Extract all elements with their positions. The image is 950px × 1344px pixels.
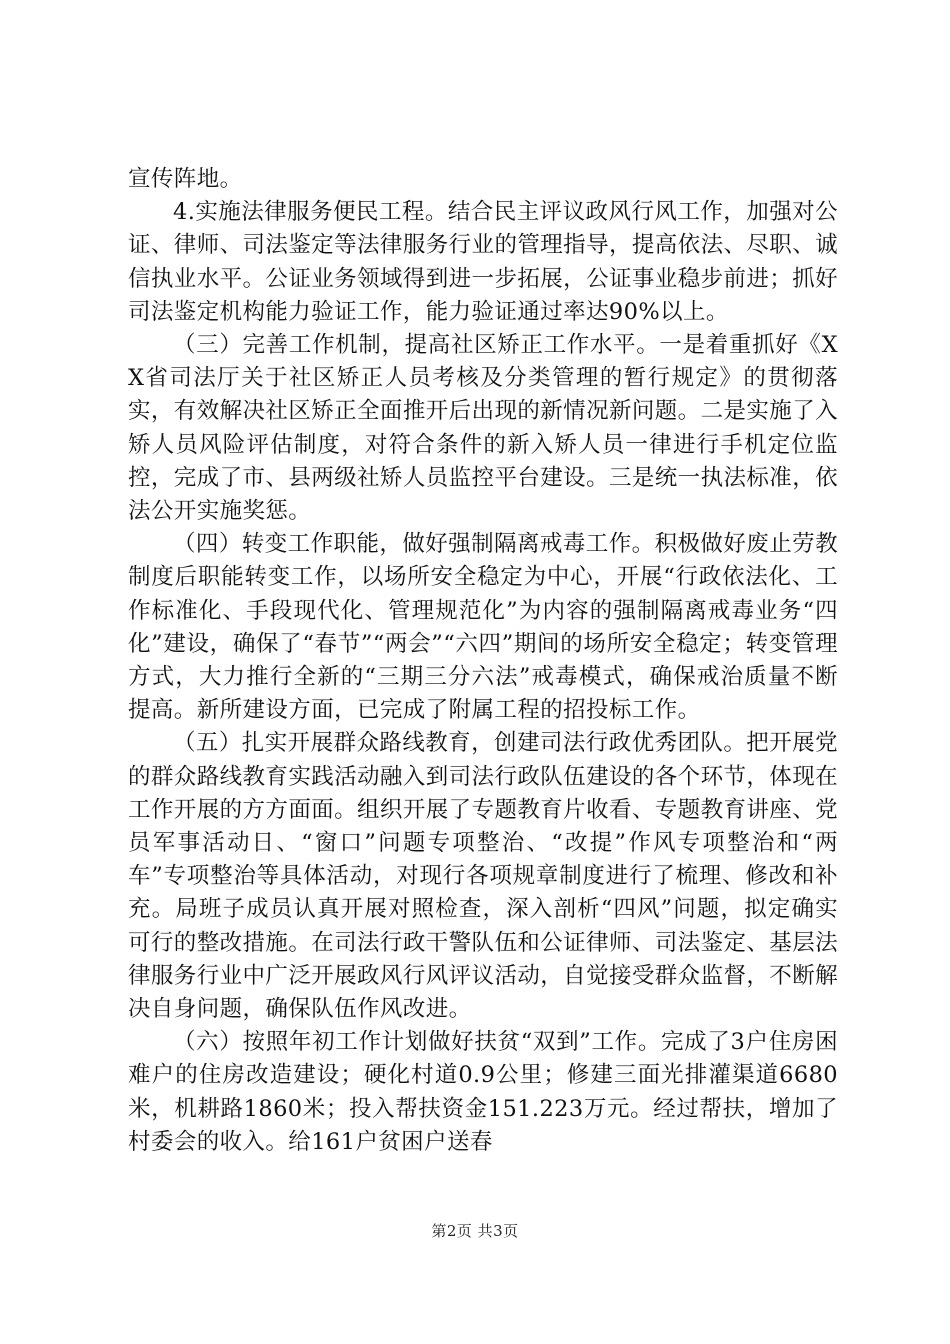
paragraph-0: 宣传阵地。 [128, 166, 243, 192]
document-body [128, 163, 838, 1159]
paragraph-5: （六）按照年初工作计划做好扶贫“双到”工作。完成了3户住房困难户的住房改造建设；硬化村道0.9公里；修建三面光排灌渠道6680米，机耕路1860米；投入帮扶资金151.223万元。经过帮扶，增加了村委会的收入。给161户贫困户送春 [128, 1029, 838, 1155]
paragraph-1: 4.实施法律服务便民工程。结合民主评议政风行风工作，加强对公证、律师、司法鉴定等法律服务行业的管理指导，提高依法、尽职、诚信执业水平。公证业务领域得到进一步拓展，公证事业稳步前进；抓好司法鉴定机构能力验证工作，能力验证通过率达90%以上。 [128, 199, 838, 325]
paragraph-3: （四）转变工作职能，做好强制隔离戒毒工作。积极做好废止劳教制度后职能转变工作，以场所安全稳定为中心，开展“行政依法化、工作标准化、手段现代化、管理规范化”为内容的强制隔离戒毒业务“四化”建设，确保了“春节”“两会”“六四”期间的场所安全稳定；转变管理方式，大力推行全新的“三期三分六法”戒毒模式，确保戒治质量不断提高。新所建设方面，已完成了附属工程的招投标工作。 [128, 531, 838, 724]
paragraph-4: （五）扎实开展群众路线教育，创建司法行政优秀团队。把开展党的群众路线教育实践活动融入到司法行政队伍建设的各个环节，体现在工作开展的方方面面。组织开展了专题教育片收看、专题教育讲座、党员军事活动日、“窗口”问题专项整治、“改提”作风专项整治和“两车”专项整治等具体活动，对现行各项规章制度进行了梳理、修改和补充。局班子成员认真开展对照检查，深入剖析“四风”问题，拟定确实可行的整改措施。在司法行政干警队伍和公证律师、司法鉴定、基层法律服务行业中广泛开展政风行风评议活动，自觉接受群众监督，不断解决自身问题，确保队伍作风改进。 [128, 730, 838, 1023]
paragraph-2: （三）完善工作机制，提高社区矫正工作水平。一是着重抓好《XX省司法厅关于社区矫正人员考核及分类管理的暂行规定》的贯彻落实，有效解决社区矫正全面推开后出现的新情况新问题。二是实施了入矫人员风险评估制度，对符合条件的新入矫人员一律进行手机定位监控，完成了市、县两级社矫人员监控平台建设。三是统一执法标准，依法公开实施奖惩。 [128, 332, 838, 525]
page-footer: 第2页 共3页 [431, 1222, 519, 1240]
